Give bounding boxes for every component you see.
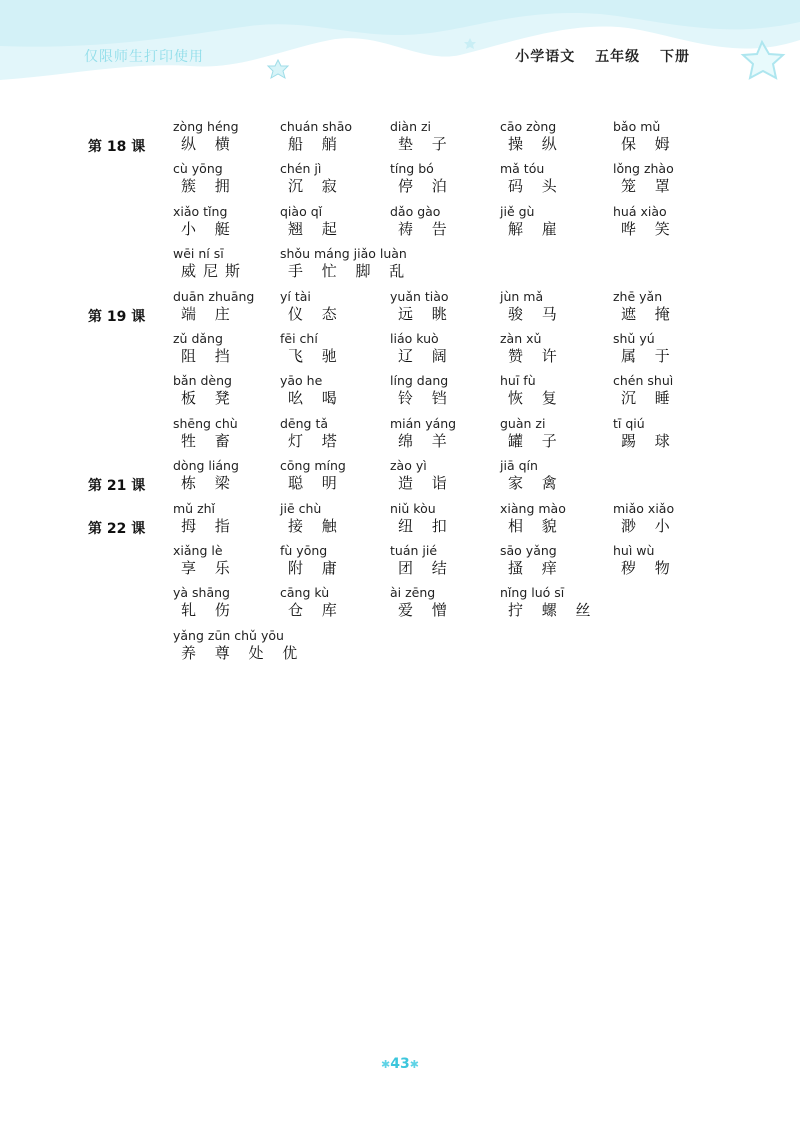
word-entry bbox=[280, 457, 346, 493]
word-entry bbox=[280, 203, 344, 239]
pinyin: jiě gù bbox=[500, 203, 535, 219]
pinyin: dòng liáng bbox=[173, 458, 239, 474]
hanzi: 轧 伤 bbox=[181, 601, 237, 620]
word-entry bbox=[613, 160, 677, 196]
hanzi: 罐 子 bbox=[508, 431, 564, 450]
word-entry bbox=[390, 330, 454, 366]
pinyin: zòng héng bbox=[173, 119, 239, 134]
pinyin: zào yì bbox=[390, 458, 427, 474]
pinyin: fēi chí bbox=[280, 330, 318, 346]
word-row bbox=[0, 500, 800, 542]
hanzi: 船 艄 bbox=[288, 135, 344, 153]
pinyin: zǔ dǎng bbox=[173, 330, 223, 346]
pinyin: ài zēng bbox=[390, 585, 436, 601]
word-entry bbox=[280, 330, 344, 366]
hanzi: 渺 小 bbox=[621, 516, 677, 535]
word-entry bbox=[173, 160, 237, 196]
word-entry bbox=[390, 372, 454, 408]
word-entry bbox=[613, 203, 677, 239]
hanzi: 遮 掩 bbox=[621, 304, 677, 323]
word-entry bbox=[613, 500, 677, 536]
hanzi: 辽 阔 bbox=[398, 346, 454, 365]
lesson-group bbox=[0, 288, 800, 458]
word-entry bbox=[280, 372, 344, 408]
word-entry bbox=[500, 542, 564, 578]
pinyin: cōng míng bbox=[280, 458, 346, 474]
hanzi: 拇 指 bbox=[181, 516, 237, 535]
hanzi: 飞 驰 bbox=[288, 346, 344, 365]
hanzi: 养 尊 处 优 bbox=[181, 643, 305, 662]
word-entry bbox=[280, 288, 344, 324]
lesson-title: 第 18 课 bbox=[88, 139, 146, 155]
vocabulary-list bbox=[0, 118, 800, 669]
hanzi: 保 姆 bbox=[621, 135, 677, 153]
pinyin: sāo yǎng bbox=[500, 542, 557, 558]
word-row bbox=[0, 372, 800, 414]
watermark-text: 仅限师生打印使用 bbox=[84, 49, 204, 65]
hanzi: 接 触 bbox=[288, 516, 344, 535]
lesson-title: 第 19 课 bbox=[88, 308, 146, 325]
pinyin: fù yōng bbox=[280, 542, 328, 558]
word-row bbox=[0, 457, 800, 499]
word-entry bbox=[390, 203, 454, 239]
pinyin: chuán shāo bbox=[280, 119, 353, 134]
hanzi: 端 庄 bbox=[181, 304, 237, 323]
hanzi: 阻 挡 bbox=[181, 346, 237, 365]
word-row bbox=[0, 245, 800, 287]
hanzi: 小 艇 bbox=[181, 219, 237, 238]
pinyin: huì wù bbox=[613, 542, 655, 558]
hanzi: 操 纵 bbox=[508, 135, 564, 153]
word-entry bbox=[390, 457, 454, 493]
hanzi: 手 忙 脚 乱 bbox=[288, 262, 412, 281]
hanzi: 搔 痒 bbox=[508, 558, 564, 577]
page-number-right-ornament: ✱ bbox=[409, 1058, 419, 1071]
pinyin: guàn zi bbox=[500, 415, 546, 431]
pinyin: dēng tǎ bbox=[280, 415, 329, 431]
header-band bbox=[0, 0, 800, 90]
word-entry bbox=[500, 415, 564, 451]
word-row bbox=[0, 160, 800, 202]
hanzi: 铃 铛 bbox=[398, 389, 454, 408]
hanzi: 栋 梁 bbox=[181, 474, 237, 493]
word-entry bbox=[280, 245, 411, 281]
hanzi: 拧 螺 丝 bbox=[508, 601, 598, 620]
hanzi: 相 貌 bbox=[508, 516, 564, 535]
word-entry bbox=[390, 160, 454, 196]
hanzi: 翘 起 bbox=[288, 219, 344, 238]
hanzi: 码 头 bbox=[508, 177, 564, 196]
hanzi: 板 凳 bbox=[181, 389, 237, 408]
hanzi: 附 庸 bbox=[288, 558, 344, 577]
pinyin: duān zhuāng bbox=[173, 288, 255, 304]
pinyin: xiǎo tǐng bbox=[173, 203, 228, 219]
pinyin: bǎn dèng bbox=[173, 373, 232, 389]
word-entry bbox=[613, 372, 677, 408]
lesson-group bbox=[0, 118, 800, 288]
hanzi: 垫 子 bbox=[398, 135, 454, 153]
word-entry bbox=[173, 627, 304, 663]
word-entry bbox=[173, 330, 237, 366]
hanzi: 骏 马 bbox=[508, 304, 564, 323]
word-entry bbox=[173, 584, 237, 620]
pinyin: yà shāng bbox=[173, 585, 230, 601]
word-entry bbox=[280, 160, 344, 196]
hanzi: 簇 拥 bbox=[181, 177, 237, 196]
hanzi: 享 乐 bbox=[181, 558, 237, 577]
word-entry bbox=[280, 415, 344, 451]
pinyin: yǎng zūn chǔ yōu bbox=[173, 627, 284, 643]
pinyin: huá xiào bbox=[613, 203, 667, 219]
pinyin: zhē yǎn bbox=[613, 288, 663, 304]
pinyin: chén shuì bbox=[613, 373, 674, 389]
pinyin: mǎ tóu bbox=[500, 161, 545, 177]
hanzi: 哗 笑 bbox=[621, 219, 677, 238]
pinyin: cù yōng bbox=[173, 161, 223, 177]
pinyin: tī qiú bbox=[613, 415, 645, 431]
hanzi: 仪 态 bbox=[288, 304, 344, 323]
word-entry bbox=[613, 330, 677, 366]
pinyin: xiǎng lè bbox=[173, 542, 223, 558]
lesson-title: 第 21 课 bbox=[88, 478, 146, 495]
pinyin: bǎo mǔ bbox=[613, 119, 661, 134]
hanzi: 灯 塔 bbox=[288, 431, 344, 450]
word-entry bbox=[613, 118, 677, 154]
hanzi: 爱 憎 bbox=[398, 601, 454, 620]
word-entry bbox=[500, 288, 564, 324]
grade-label: 五年级 bbox=[595, 49, 641, 65]
word-entry bbox=[500, 330, 564, 366]
pinyin: líng dang bbox=[390, 373, 449, 389]
word-entry bbox=[500, 584, 598, 620]
hanzi: 沉 睡 bbox=[621, 389, 677, 408]
word-entry bbox=[280, 118, 352, 154]
pinyin: dǎo gào bbox=[390, 203, 441, 219]
word-row bbox=[0, 288, 800, 330]
hanzi: 赞 许 bbox=[508, 346, 564, 365]
page-number-value: 43 bbox=[390, 1056, 410, 1072]
pinyin: chén jì bbox=[280, 161, 322, 177]
hanzi: 纵 横 bbox=[181, 135, 237, 153]
word-entry bbox=[280, 500, 344, 536]
pinyin: cāo zòng bbox=[500, 119, 557, 134]
small-star-icon bbox=[268, 60, 288, 78]
pinyin: xiàng mào bbox=[500, 500, 566, 516]
volume-label: 下册 bbox=[660, 49, 690, 65]
hanzi: 威尼斯 bbox=[181, 262, 248, 281]
pinyin: jùn mǎ bbox=[500, 288, 544, 304]
hanzi: 祷 告 bbox=[398, 219, 454, 238]
word-entry bbox=[613, 415, 677, 451]
hanzi: 聪 明 bbox=[288, 474, 344, 493]
hanzi: 秽 物 bbox=[621, 558, 677, 577]
page-number bbox=[0, 1056, 800, 1072]
pinyin: nǐng luó sī bbox=[500, 585, 565, 601]
word-row bbox=[0, 330, 800, 372]
word-entry bbox=[173, 500, 237, 536]
hanzi: 团 结 bbox=[398, 558, 454, 577]
pinyin: lǒng zhào bbox=[613, 161, 674, 177]
word-entry bbox=[500, 118, 564, 154]
pinyin: shǒu máng jiǎo luàn bbox=[280, 246, 407, 262]
word-entry bbox=[390, 415, 456, 451]
word-entry bbox=[173, 118, 239, 154]
pinyin: mǔ zhǐ bbox=[173, 500, 216, 516]
pinyin: cāng kù bbox=[280, 585, 330, 601]
hanzi: 笼 罩 bbox=[621, 177, 677, 196]
hanzi: 绵 羊 bbox=[398, 431, 454, 450]
pinyin: tíng bó bbox=[390, 161, 434, 177]
hanzi: 踢 球 bbox=[621, 431, 677, 450]
pinyin: jiā qín bbox=[500, 458, 538, 474]
word-entry bbox=[173, 457, 239, 493]
hanzi: 属 于 bbox=[621, 346, 677, 365]
pinyin: mián yáng bbox=[390, 415, 457, 431]
word-entry bbox=[613, 542, 677, 578]
hanzi: 解 雇 bbox=[508, 219, 564, 238]
hanzi: 吆 喝 bbox=[288, 389, 344, 408]
pinyin: jiē chù bbox=[280, 500, 322, 516]
word-entry bbox=[280, 584, 344, 620]
word-row bbox=[0, 627, 800, 669]
word-entry bbox=[173, 542, 237, 578]
pinyin: qiào qǐ bbox=[280, 203, 323, 219]
word-row bbox=[0, 415, 800, 457]
hanzi: 恢 复 bbox=[508, 389, 564, 408]
pinyin: liáo kuò bbox=[390, 330, 439, 346]
word-row bbox=[0, 203, 800, 245]
pinyin: yí tài bbox=[280, 288, 311, 304]
pinyin: zàn xǔ bbox=[500, 330, 542, 346]
pinyin: niǔ kòu bbox=[390, 500, 436, 516]
word-entry bbox=[500, 160, 564, 196]
pinyin: huī fù bbox=[500, 373, 536, 389]
word-entry bbox=[280, 542, 344, 578]
word-entry bbox=[500, 500, 566, 536]
word-entry bbox=[390, 500, 454, 536]
pinyin: shǔ yú bbox=[613, 330, 655, 346]
pinyin: yāo he bbox=[280, 373, 323, 389]
hanzi: 纽 扣 bbox=[398, 516, 454, 535]
word-entry bbox=[173, 415, 238, 451]
word-entry bbox=[173, 245, 247, 281]
pinyin: yuǎn tiào bbox=[390, 288, 449, 304]
word-entry bbox=[500, 457, 564, 493]
pinyin: shēng chù bbox=[173, 415, 238, 431]
hanzi: 停 泊 bbox=[398, 177, 454, 196]
word-row bbox=[0, 584, 800, 626]
pinyin: wēi ní sī bbox=[173, 246, 224, 262]
lesson-group bbox=[0, 500, 800, 670]
word-entry bbox=[390, 288, 454, 324]
hanzi: 家 禽 bbox=[508, 474, 564, 493]
word-entry bbox=[390, 584, 454, 620]
pinyin: diàn zi bbox=[390, 119, 431, 134]
word-entry bbox=[613, 288, 677, 324]
word-entry bbox=[173, 372, 237, 408]
word-entry bbox=[173, 203, 237, 239]
subject-label: 小学语文 bbox=[515, 49, 576, 65]
word-row bbox=[0, 542, 800, 584]
word-entry bbox=[390, 118, 454, 154]
hanzi: 仓 库 bbox=[288, 601, 344, 620]
word-row bbox=[0, 118, 800, 160]
word-entry bbox=[390, 542, 454, 578]
book-info bbox=[501, 46, 690, 66]
page-number-left-ornament: ✱ bbox=[381, 1058, 391, 1071]
word-entry bbox=[173, 288, 254, 324]
hanzi: 远 眺 bbox=[398, 304, 454, 323]
hanzi: 牲 畜 bbox=[181, 431, 237, 450]
pinyin: tuán jié bbox=[390, 542, 438, 558]
word-entry bbox=[500, 372, 564, 408]
pinyin: miǎo xiǎo bbox=[613, 500, 675, 516]
hanzi: 沉 寂 bbox=[288, 177, 344, 196]
lesson-group bbox=[0, 457, 800, 499]
hanzi: 造 诣 bbox=[398, 474, 454, 493]
word-entry bbox=[500, 203, 564, 239]
lesson-title: 第 22 课 bbox=[88, 520, 146, 537]
